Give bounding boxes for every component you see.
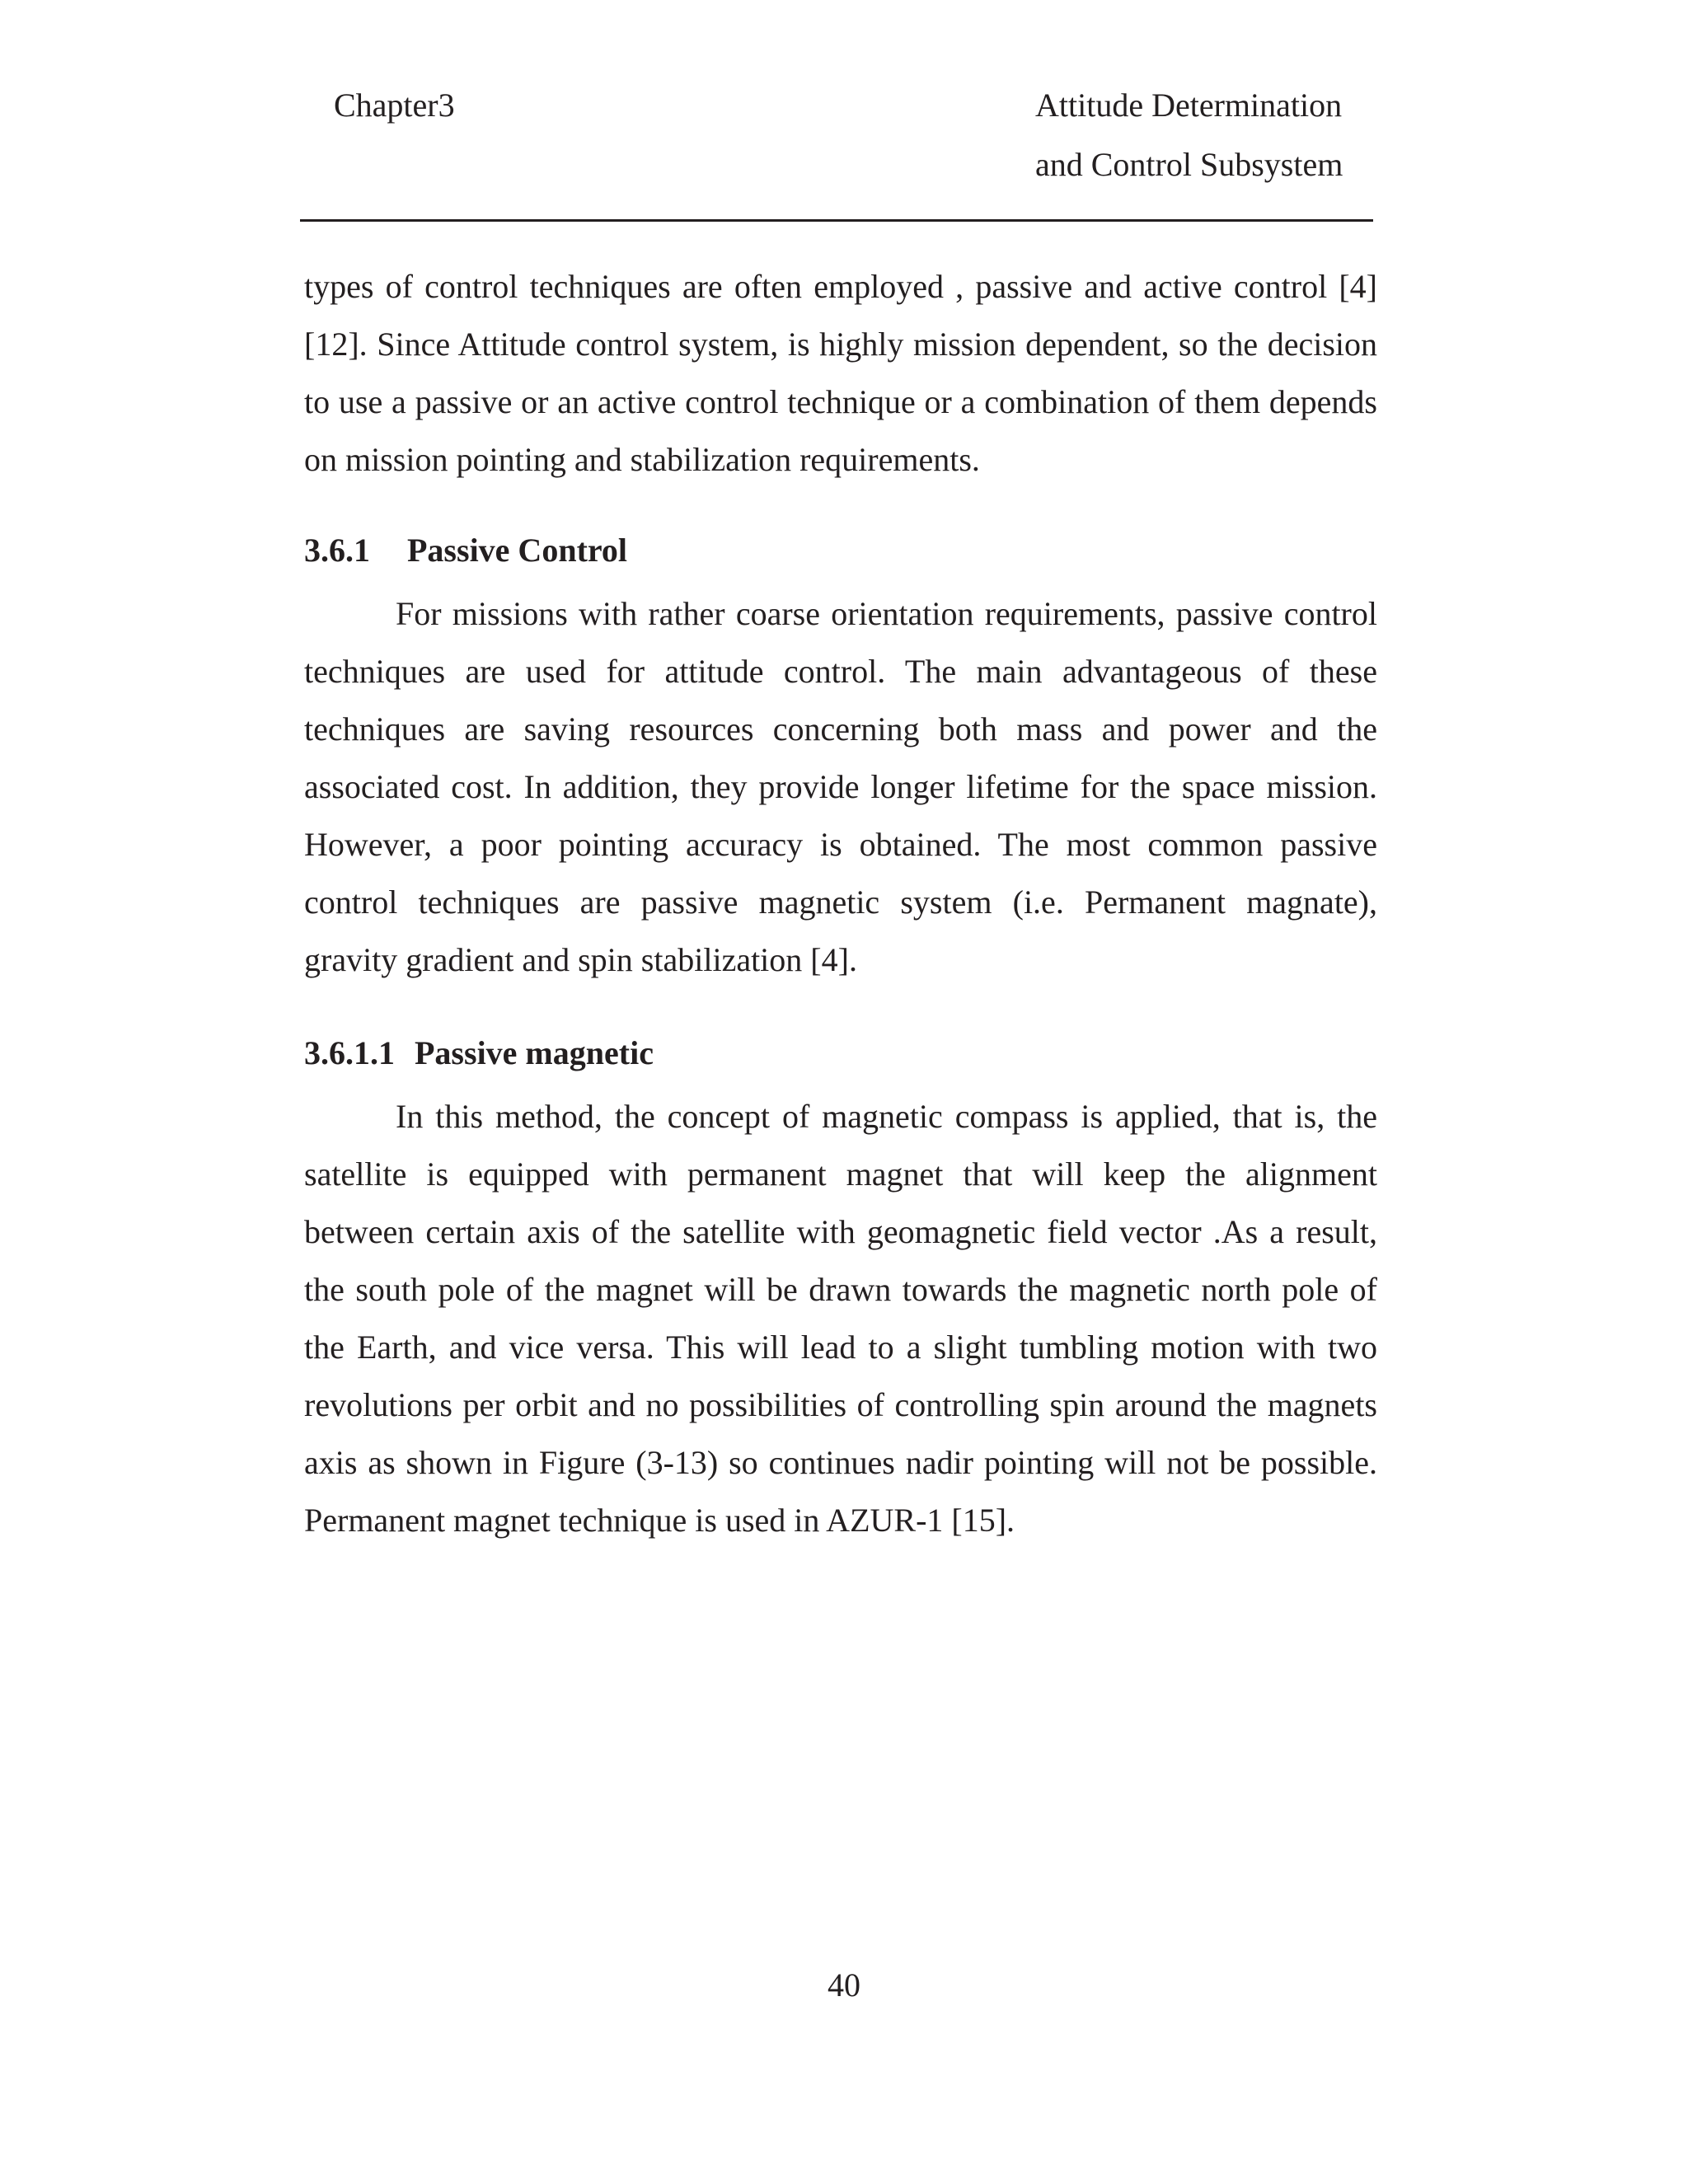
section-heading-passive-control [304, 534, 627, 567]
section-number: 3.6.1.1 [304, 1034, 395, 1071]
running-header-chapter: Chapter3 [334, 87, 455, 124]
page-number: 40 [828, 1966, 860, 2004]
section-number: 3.6.1 [304, 532, 370, 569]
section-heading-passive-magnetic [304, 1034, 654, 1071]
section-title: Passive magnetic [415, 1034, 654, 1071]
running-header-title [1035, 76, 1343, 194]
section-title: Passive Control [407, 532, 628, 569]
passive-magnetic-paragraph: In this method, the concept of magnetic compass is applied, that is, the satellite is equipped with permanent magnet that will keep the alignment between certain axis of the satellite with geomagnetic field vector .As a result, the south pole of the magnet will be drawn towards the magnetic north pole of the Earth, and vice versa. This will lead to a slight tumbling motion with two revolutions per orbit and no possibilities of controlling spin around the magnets axis as shown in Figure (3-13) so continues nadir pointing will not be possible. Permanent magnet technique is used in AZUR-1 [15]. [304, 1098, 1377, 1539]
passive-control-paragraph: For missions with rather coarse orientation requirements, passive control techniques are used for attitude control. The main advantageous of these techniques are saving resources concerning both mass and power and the associated cost. In addition, they provide longer lifetime for the space mission. However, a poor pointing accuracy is obtained. The most common passive control techniques are passive magnetic system (i.e. Permanent magnate), gravity gradient and spin stabilization [4]. [304, 595, 1377, 978]
running-header-title-line1: Attitude Determination [1035, 87, 1343, 124]
running-header-title-line2: and Control Subsystem [1035, 146, 1343, 183]
header-divider [300, 219, 1373, 222]
intro-paragraph: types of control techniques are often employed , passive and active control [4][12]. Since Attitude control system, is highly mission dependent, so the decision to use a passive or an active control technique or a combination of them depends on mission pointing and stabilization requirements. [304, 268, 1377, 478]
